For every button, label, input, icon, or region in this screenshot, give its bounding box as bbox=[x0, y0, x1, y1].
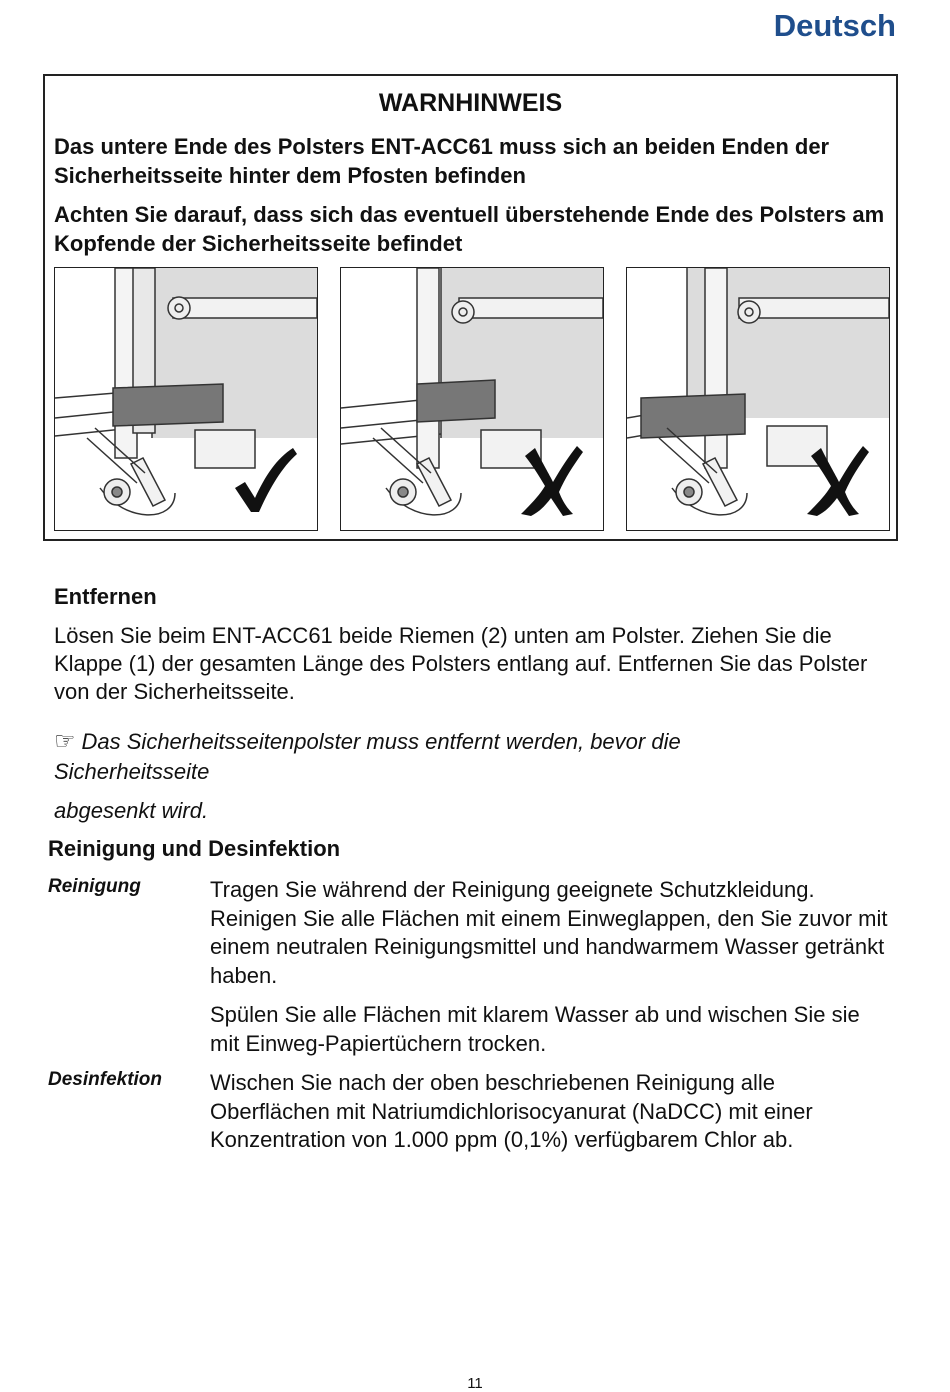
remove-heading: Entfernen bbox=[54, 584, 157, 609]
cross-mark-icon bbox=[515, 442, 585, 518]
illustration-panel-wrong-2 bbox=[626, 267, 890, 531]
cleaning-heading: Reinigung und Desinfektion bbox=[48, 836, 341, 861]
cleaning-label: Reinigung bbox=[48, 876, 141, 897]
pointing-hand-icon: ☞ bbox=[54, 728, 76, 755]
warning-title: WARNHINWEIS bbox=[378, 89, 563, 117]
warning-box bbox=[43, 74, 898, 541]
remove-note-text: Das Sicherheitsseitenpolster muss entfernt werden, bevor die Sicherheitsseite bbox=[54, 729, 681, 784]
disinfection-text: Wischen Sie nach der oben beschriebenen Reinigung alle Oberflächen mit Natriumdichlorisocyanurat (NaDCC) mit einer Konzentration von 1.000 ppm (0,1%) verfügbarem Chlor ab. bbox=[210, 1070, 813, 1152]
illustration-panel-correct bbox=[54, 267, 318, 531]
page-number: 11 bbox=[467, 1375, 483, 1392]
cross-mark-icon bbox=[801, 442, 871, 518]
remove-note bbox=[54, 727, 814, 787]
warning-text-1: Das untere Ende des Polsters ENT-ACC61 muss sich an beiden Enden der Sicherheitsseite hinter dem Pfosten befinden bbox=[54, 134, 830, 188]
remove-text: Lösen Sie beim ENT-ACC61 beide Riemen (2) unten am Polster. Ziehen Sie die Klappe (1) der gesamten Länge des Polsters entlang auf. Entfernen Sie das Polster von der Sicherheitsseite. bbox=[54, 623, 868, 704]
illustration-panel-wrong-1 bbox=[340, 267, 604, 531]
cleaning-text-2: Spülen Sie alle Flächen mit klarem Wasser ab und wischen Sie sie mit Einweg-Papiertüchern trocken. bbox=[210, 1002, 860, 1056]
remove-note-continuation: abgesenkt wird. bbox=[54, 798, 209, 823]
disinfection-label: Desinfektion bbox=[48, 1069, 163, 1090]
cleaning-text-1: Tragen Sie während der Reinigung geeignete Schutzkleidung. Reinigen Sie alle Flächen mit einem Einweglappen, den Sie zuvor mit einem neutralen Reinigungsmittel und handwarmem Wasser getränkt haben. bbox=[210, 877, 888, 988]
language-label: Deutsch bbox=[773, 8, 896, 43]
check-mark-icon bbox=[229, 446, 299, 516]
warning-text-2: Achten Sie darauf, dass sich das eventuell überstehende Ende des Polsters am Kopfende der Sicherheitsseite befindet bbox=[54, 202, 885, 256]
